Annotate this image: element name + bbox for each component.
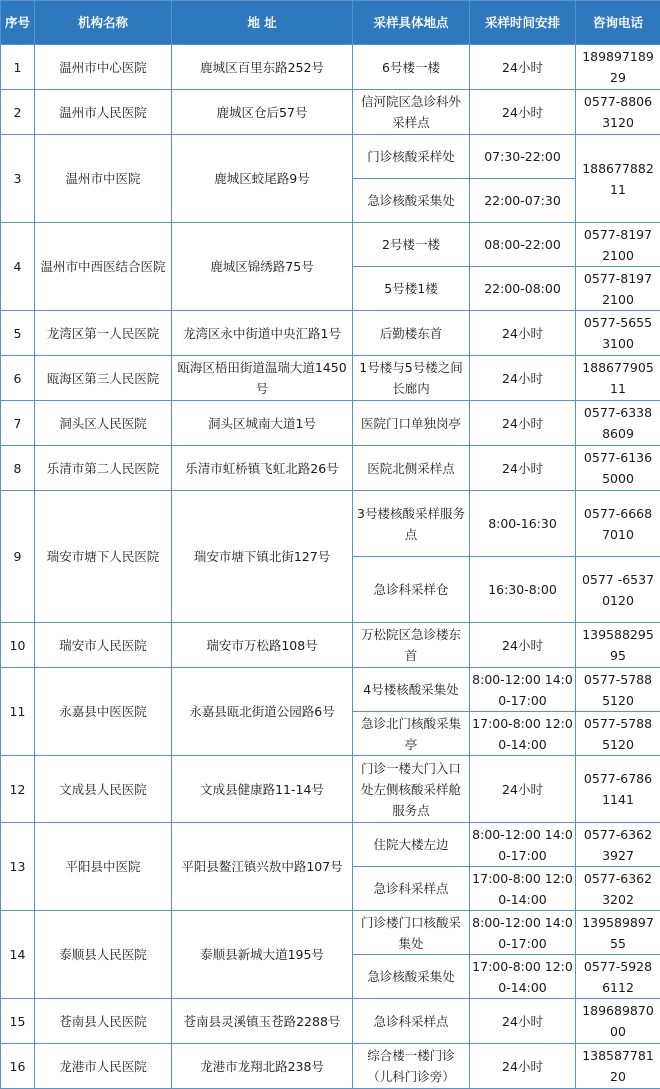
table-body [1,45,660,1089]
institution-address: 文成县健康路11-14号 [172,756,353,823]
table-row [1,491,660,557]
table-row [1,45,660,90]
sampling-place: 后勤楼东首 [353,311,470,356]
institution-address: 瑞安市万松路108号 [172,623,353,668]
row-number: 1 [1,45,35,90]
institution-address: 乐清市虹桥镇飞虹北路26号 [172,446,353,491]
sampling-time: 24小时 [470,756,576,823]
table-row [1,999,660,1044]
institution-address: 鹿城区百里东路252号 [172,45,353,90]
sampling-place: 4号楼核酸采集处 [353,668,470,712]
phone-number: 0577-61365000 [576,446,660,491]
institution-address: 瑞安市塘下镇北街127号 [172,491,353,623]
institution-name: 温州市人民医院 [35,90,172,135]
sampling-time: 24小时 [470,401,576,446]
row-number: 15 [1,999,35,1044]
institution-name: 温州市中西医结合医院 [35,223,172,311]
table-row [1,446,660,491]
sampling-place: 3号楼核酸采样服务点 [353,491,470,557]
sampling-place: 急诊科采样点 [353,999,470,1044]
sampling-time: 24小时 [470,623,576,668]
header-row [1,1,660,45]
sampling-time: 24小时 [470,311,576,356]
sampling-place: 急诊科采样点 [353,867,470,911]
table-row [1,90,660,135]
institution-name: 平阳县中医院 [35,823,172,911]
institution-name: 洞头区人民医院 [35,401,172,446]
sampling-time: 24小时 [470,356,576,401]
row-number: 8 [1,446,35,491]
sampling-place: 住院大楼左边 [353,823,470,867]
phone-number: 0577-56553100 [576,311,660,356]
phone-number: 0577-63623927 [576,823,660,867]
phone-number: 0577-63388609 [576,401,660,446]
phone-number: 0577-81972100 [576,267,660,311]
sampling-place: 2号楼一楼 [353,223,470,267]
sampling-place: 医院北侧采样点 [353,446,470,491]
row-number: 10 [1,623,35,668]
phone-number: 18867790511 [576,356,660,401]
institution-name: 龙湾区第一人民医院 [35,311,172,356]
header-name: 机构名称 [35,1,172,45]
sampling-time: 8:00-16:30 [470,491,576,557]
institution-address: 鹿城区蛟尾路9号 [172,135,353,223]
institution-name: 温州市中医院 [35,135,172,223]
header-place: 采样具体地点 [353,1,470,45]
row-number: 13 [1,823,35,911]
row-number: 12 [1,756,35,823]
institution-name: 苍南县人民医院 [35,999,172,1044]
phone-number: 0577-81972100 [576,223,660,267]
phone-number: 0577-57885120 [576,712,660,756]
row-number: 7 [1,401,35,446]
sampling-time: 24小时 [470,446,576,491]
sampling-place: 医院门口单独岗亭 [353,401,470,446]
institution-name: 温州市中心医院 [35,45,172,90]
sampling-place: 6号楼一楼 [353,45,470,90]
phone-number: 0577-59286112 [576,955,660,999]
sampling-place: 万松院区急诊楼东首 [353,623,470,668]
row-number: 9 [1,491,35,623]
row-number: 5 [1,311,35,356]
phone-number: 18968987000 [576,999,660,1044]
institution-address: 鹿城区仓后57号 [172,90,353,135]
sampling-time: 24小时 [470,90,576,135]
table-row [1,223,660,267]
sampling-time: 22:00-08:00 [470,267,576,311]
institution-name: 文成县人民医院 [35,756,172,823]
header-no: 序号 [1,1,35,45]
sampling-time: 22:00-07:30 [470,179,576,223]
phone-number: 0577-63623202 [576,867,660,911]
table-header [1,1,660,45]
sampling-place: 综合楼一楼门诊（儿科门诊旁） [353,1044,470,1089]
table-row [1,1044,660,1089]
institution-name: 泰顺县人民医院 [35,911,172,999]
table-row [1,401,660,446]
institution-name: 永嘉县中医医院 [35,668,172,756]
phone-number: 0577-67861141 [576,756,660,823]
row-number: 14 [1,911,35,999]
institution-address: 永嘉县瓯北街道公园路6号 [172,668,353,756]
row-number: 16 [1,1044,35,1089]
institution-address: 苍南县灵溪镇玉苍路2288号 [172,999,353,1044]
institution-address: 平阳县鳌江镇兴敖中路107号 [172,823,353,911]
phone-number: 13958989755 [576,911,660,955]
sampling-time: 16:30-8:00 [470,557,576,623]
sampling-place: 信河院区急诊科外采样点 [353,90,470,135]
phone-number: 13858778120 [576,1044,660,1089]
phone-number: 13958829595 [576,623,660,668]
sampling-place: 5号楼1楼 [353,267,470,311]
table-row [1,135,660,179]
sampling-place: 急诊北门核酸采集亭 [353,712,470,756]
row-number: 4 [1,223,35,311]
sampling-time: 8:00-12:00 14:00-17:00 [470,823,576,867]
sampling-time: 24小时 [470,999,576,1044]
sampling-time: 8:00-12:00 14:00-17:00 [470,911,576,955]
row-number: 11 [1,668,35,756]
sampling-place: 急诊核酸采集处 [353,179,470,223]
header-time: 采样时间安排 [470,1,576,45]
sampling-place: 急诊核酸采集处 [353,955,470,999]
phone-number: 0577 -65370120 [576,557,660,623]
sampling-time: 17:00-8:00 12:00-14:00 [470,867,576,911]
institution-name: 乐清市第二人民医院 [35,446,172,491]
institution-name: 瑞安市人民医院 [35,623,172,668]
institution-address: 龙港市龙翔北路238号 [172,1044,353,1089]
header-phone: 咨询电话 [576,1,660,45]
table-row [1,668,660,712]
header-address: 地 址 [172,1,353,45]
sampling-time: 07:30-22:00 [470,135,576,179]
institution-name: 瓯海区第三人民医院 [35,356,172,401]
table-row [1,756,660,823]
sampling-time: 17:00-8:00 12:00-14:00 [470,955,576,999]
institution-address: 洞头区城南大道1号 [172,401,353,446]
table-row [1,311,660,356]
row-number: 2 [1,90,35,135]
sampling-place: 门诊核酸采样处 [353,135,470,179]
phone-number: 0577-66687010 [576,491,660,557]
row-number: 6 [1,356,35,401]
sampling-time: 08:00-22:00 [470,223,576,267]
sampling-place: 门诊楼门口核酸采集处 [353,911,470,955]
institution-address: 瓯海区梧田街道温瑞大道1450号 [172,356,353,401]
sampling-time: 8:00-12:00 14:00-17:00 [470,668,576,712]
institution-name: 瑞安市塘下人民医院 [35,491,172,623]
phone-number: 0577-57885120 [576,668,660,712]
institution-address: 鹿城区锦绣路75号 [172,223,353,311]
sampling-time: 24小时 [470,1044,576,1089]
table-row [1,823,660,867]
phone-number: 18989718929 [576,45,660,90]
table-row [1,623,660,668]
row-number: 3 [1,135,35,223]
sampling-place: 1号楼与5号楼之间长廊内 [353,356,470,401]
institution-name: 龙港市人民医院 [35,1044,172,1089]
sampling-place: 急诊科采样仓 [353,557,470,623]
institution-address: 泰顺县新城大道195号 [172,911,353,999]
phone-number: 0577-88063120 [576,90,660,135]
sampling-time: 24小时 [470,45,576,90]
phone-number: 18867788211 [576,135,660,223]
table-row [1,356,660,401]
sampling-place: 门诊一楼大门入口处左侧核酸采样舱服务点 [353,756,470,823]
table-row [1,911,660,955]
sampling-time: 17:00-8:00 12:00-14:00 [470,712,576,756]
institution-address: 龙湾区永中街道中央汇路1号 [172,311,353,356]
